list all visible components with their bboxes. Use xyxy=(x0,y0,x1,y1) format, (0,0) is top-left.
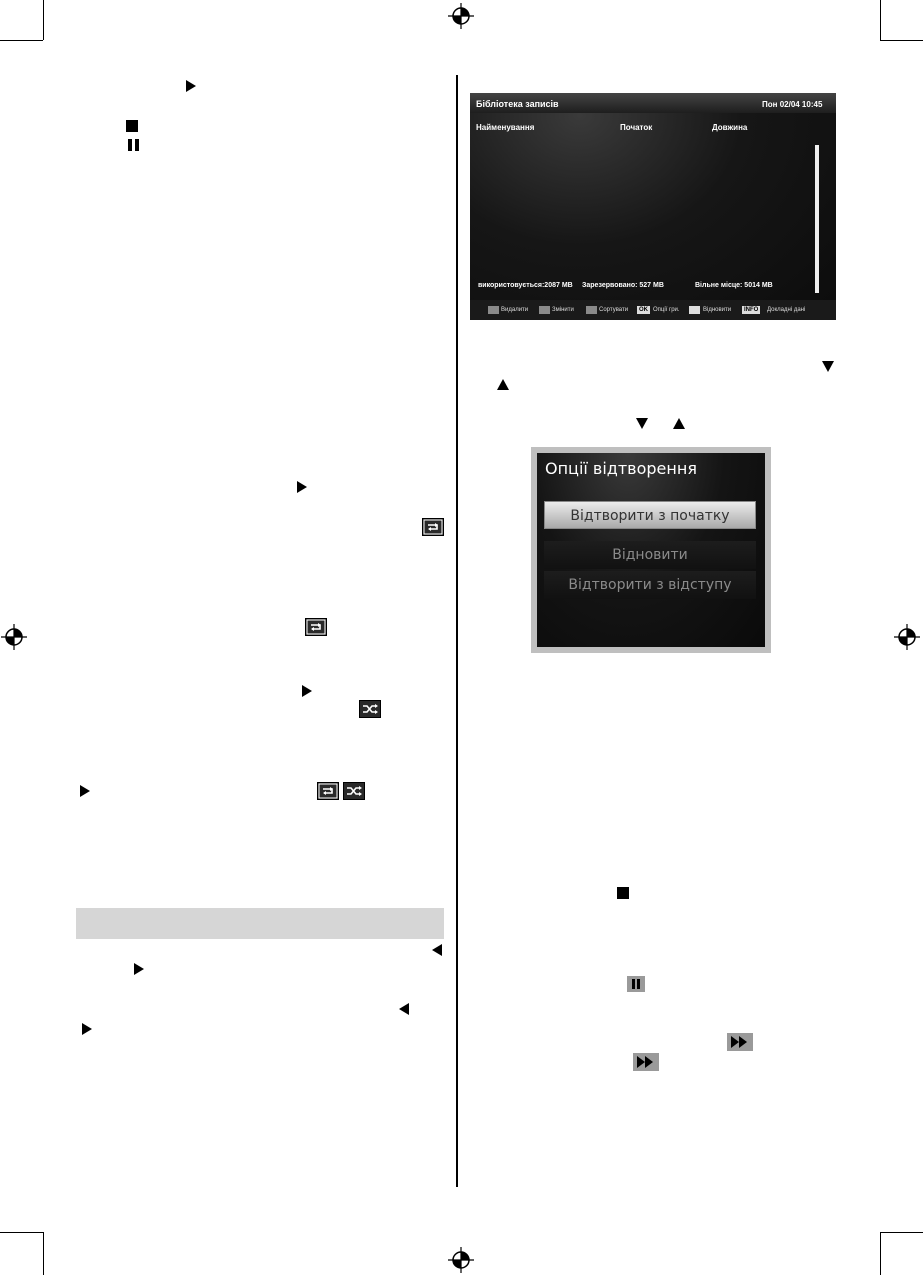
play-icon xyxy=(297,481,307,493)
crop-mark xyxy=(0,1232,43,1233)
play-icon xyxy=(186,80,196,92)
option-play-from-start[interactable]: Відтворити з початку xyxy=(544,501,756,529)
play-icon xyxy=(134,963,144,975)
repeat-icon xyxy=(317,782,339,800)
used-space: використовується:2087 MB xyxy=(478,282,573,289)
stop-icon xyxy=(126,120,138,132)
key-label-delete: Видалити xyxy=(501,307,529,313)
option-resume[interactable]: Відновити xyxy=(544,541,756,569)
info-key-icon: INFO xyxy=(744,307,759,313)
key-label-sort: Сортувати xyxy=(599,307,629,313)
down-arrow-icon xyxy=(822,361,834,372)
shuffle-icon xyxy=(359,700,381,718)
key-label-options: Опції гри. xyxy=(653,307,680,313)
section-heading-bar xyxy=(76,908,444,939)
fast-forward-icon xyxy=(727,1033,753,1051)
crop-mark xyxy=(880,40,923,41)
playback-options-screen xyxy=(531,447,771,653)
crop-mark xyxy=(43,1232,44,1275)
column-header-name: Найменування xyxy=(476,123,535,132)
play-icon xyxy=(302,685,312,697)
stop-icon xyxy=(617,887,629,899)
repeat-icon xyxy=(422,518,444,536)
up-arrow-icon xyxy=(673,418,685,429)
option-play-from-offset[interactable]: Відтворити з відступу xyxy=(544,571,756,599)
play-icon xyxy=(80,785,90,797)
crop-mark xyxy=(880,1232,923,1233)
shuffle-icon xyxy=(343,782,365,800)
key-label-change: Змінити xyxy=(552,307,574,313)
column-header-start: Початок xyxy=(620,123,653,132)
fast-forward-icon xyxy=(633,1053,659,1071)
red-key-icon xyxy=(488,306,499,314)
reserved-space: Зарезервовано: 527 MB xyxy=(582,282,664,289)
screen-title: Бібліотека записів xyxy=(476,99,559,109)
crop-mark xyxy=(880,0,881,40)
column-divider xyxy=(456,75,458,1187)
free-space: Вільне місце: 5014 MB xyxy=(695,282,773,289)
registration-mark-icon xyxy=(0,623,28,651)
key-legend xyxy=(470,300,836,320)
recordings-library-screen xyxy=(470,93,836,320)
green-key-icon xyxy=(539,306,550,314)
left-arrow-icon xyxy=(432,944,442,956)
crop-mark xyxy=(0,40,43,41)
registration-mark-icon xyxy=(893,623,921,651)
column-header-length: Довжина xyxy=(712,123,748,132)
play-icon xyxy=(82,1023,92,1035)
down-arrow-icon xyxy=(636,418,648,429)
up-arrow-icon xyxy=(497,379,509,390)
playback-options-panel xyxy=(537,453,765,647)
left-arrow-icon xyxy=(399,1003,409,1015)
scrollbar[interactable] xyxy=(815,145,819,293)
screen-datetime: Пон 02/04 10:45 xyxy=(762,100,823,109)
crop-mark xyxy=(43,0,44,40)
playback-options-title: Опції відтворення xyxy=(545,459,697,478)
pause-icon xyxy=(128,139,140,151)
pause-icon xyxy=(627,976,645,992)
crop-mark xyxy=(880,1232,881,1275)
play-key-icon xyxy=(689,306,700,314)
ok-key-icon: OK xyxy=(639,307,648,313)
key-label-details: Докладні дані xyxy=(767,307,806,313)
repeat-icon xyxy=(305,618,327,636)
key-label-resume: Відновити xyxy=(703,307,732,313)
yellow-key-icon xyxy=(586,306,597,314)
registration-mark-icon xyxy=(447,2,475,30)
registration-mark-icon xyxy=(447,1246,475,1274)
